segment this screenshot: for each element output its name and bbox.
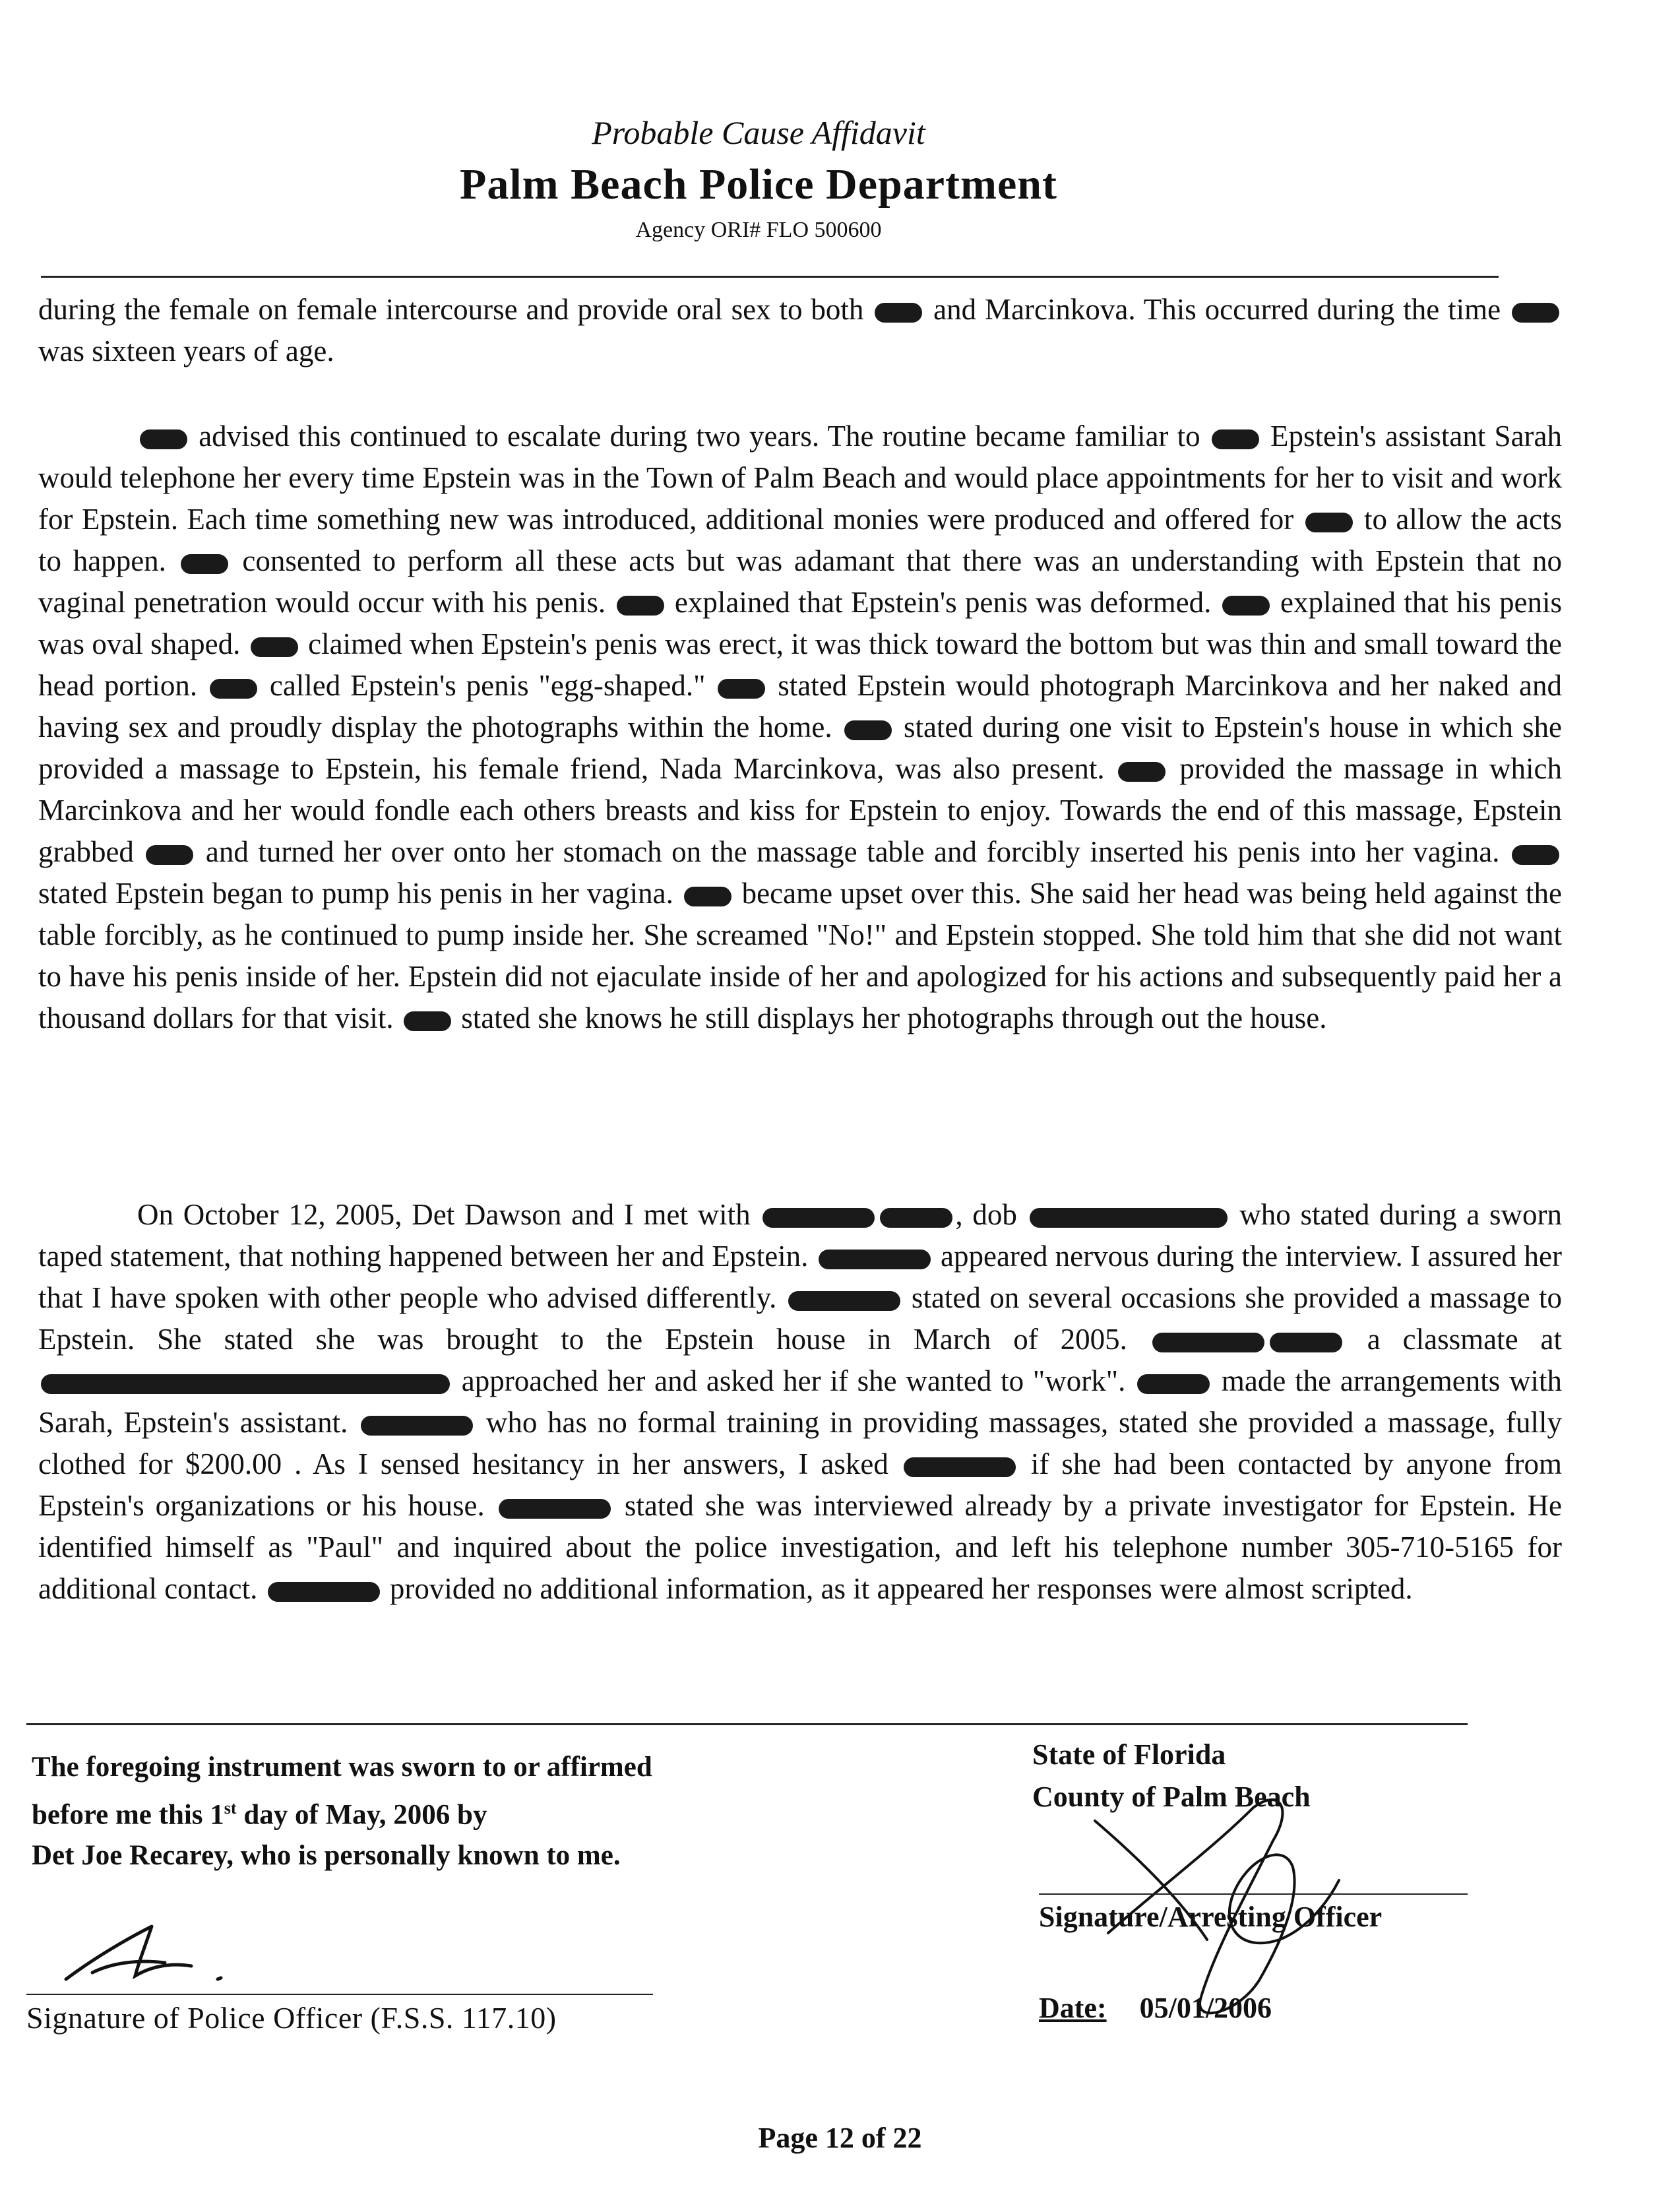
sworn-line-2-text-end: day of May, 2006 by: [236, 1799, 487, 1831]
text-run: explained that his penis was oval shaped.: [38, 586, 1563, 660]
redaction-mark: [140, 429, 187, 449]
redaction-mark: [404, 1011, 451, 1031]
document-title: Palm Beach Police Department: [460, 160, 1057, 208]
redaction-mark: [1212, 429, 1259, 449]
redaction-mark: [718, 679, 765, 699]
sworn-line-1: The foregoing instrument was sworn to or affirmed: [32, 1752, 652, 1783]
sworn-statement: [32, 1747, 823, 1876]
date-label: Date:: [1039, 1992, 1107, 2024]
text-run: consented to perform all these acts but was adamant that there was an understanding with Epstein that no vaginal penetration would occur with his penis.: [38, 544, 1563, 619]
police-officer-signature: [53, 1900, 264, 1999]
redaction-mark: [1137, 1374, 1210, 1394]
ordinal-suffix: st: [224, 1798, 237, 1818]
redaction-mark: [146, 845, 193, 865]
text-run: approached her and asked her if she wanted to "work".: [452, 1364, 1135, 1397]
agency-ori: Agency ORI# FLO 500600: [635, 218, 882, 242]
redaction-mark: [904, 1457, 1016, 1477]
text-run: was sixteen years of age.: [38, 334, 334, 367]
bottom-divider: [26, 1723, 1468, 1725]
text-run: On October 12, 2005, Det Dawson and I met with: [137, 1198, 761, 1231]
redaction-mark: [762, 1208, 875, 1228]
redaction-mark: [1512, 303, 1559, 323]
text-run: to allow the acts to happen.: [38, 503, 1562, 577]
text-run: stated on several occasions she provided a massage to Epstein. She stated she was brought to the Epstein house in March of 2005.: [38, 1281, 1562, 1356]
redaction-mark: [1152, 1333, 1264, 1352]
redaction-mark: [875, 303, 922, 323]
text-run: stated she was interviewed already by a private investigator for Epstein. He identified himself as "Paul" and inquired about the police investigation, and left his telephone number 305-710-5165 for additional contact.: [38, 1489, 1563, 1605]
redaction-mark: [788, 1291, 900, 1311]
text-run: provided no additional information, as it appeared her responses were almost scripted.: [382, 1572, 1413, 1605]
text-run: a classmate at: [1344, 1323, 1562, 1356]
text-run: became upset over this. She said her head was being held against the table forcibly, as he continued to pump inside her. She screamed "No!" and Epstein stopped. She told him that she did not want to have his penis inside of her. Epstein did not ejaculate inside of her and apologized for his actions and subsequently paid her a thousand dollars for that visit.: [38, 877, 1562, 1034]
text-run: explained that Epstein's penis was deformed.: [666, 586, 1220, 619]
redaction-mark: [499, 1499, 611, 1519]
text-run: called Epstein's penis "egg-shaped.": [259, 669, 716, 702]
redaction-mark: [1512, 845, 1559, 865]
text-run: stated Epstein would photograph Marcinkova and her naked and having sex and proudly display the photographs within the home.: [38, 669, 1562, 744]
redaction-mark: [41, 1374, 450, 1394]
redaction-mark: [880, 1208, 952, 1228]
redaction-mark: [1118, 762, 1166, 782]
county-label: County of Palm Beach: [1032, 1781, 1311, 1813]
text-run: if she had been contacted by anyone from Epstein's organizations or his house.: [38, 1447, 1562, 1522]
text-run: who stated during a sworn taped statement, that nothing happened between her and Epstein.: [38, 1198, 1563, 1273]
redaction-mark: [181, 554, 228, 574]
redaction-mark: [268, 1582, 380, 1602]
paragraph-3: [38, 1194, 1562, 1610]
text-run: claimed when Epstein's penis was erect, it was thick toward the bottom but was thin and small toward the head portion.: [38, 627, 1562, 702]
text-run: stated Epstein began to pump his penis in her vagina.: [38, 877, 681, 910]
sworn-line-2: [32, 1788, 823, 1835]
text-run: advised this continued to escalate during two years. The routine became familiar to: [190, 420, 1209, 453]
redaction-mark: [1270, 1333, 1342, 1352]
text-run: and Marcinkova. This occurred during the time: [925, 293, 1510, 326]
redaction-mark: [1222, 596, 1270, 616]
state-label: State of Florida: [1032, 1738, 1226, 1771]
sworn-line-3: Det Joe Recarey, who is personally known to me.: [32, 1840, 621, 1872]
text-run: made the arrangements with Sarah, Epstein's assistant.: [38, 1364, 1562, 1439]
text-run: provided the massage in which Marcinkova and her would fondle each others breasts and kiss for Epstein to enjoy. Towards the end of this massage, Epstein grabbed: [38, 752, 1562, 868]
police-officer-signature-line: [26, 1994, 653, 1995]
redaction-mark: [1030, 1208, 1228, 1228]
paragraph-1: [38, 289, 1562, 372]
text-run: stated she knows he still displays her photographs through out the house.: [453, 1001, 1327, 1034]
redaction-mark: [684, 887, 731, 906]
police-officer-signature-label: Signature of Police Officer (F.S.S. 117.10): [26, 2001, 557, 2035]
redaction-mark: [251, 637, 298, 657]
redaction-mark: [819, 1250, 931, 1269]
sworn-line-2-text: before me this 1: [32, 1799, 224, 1831]
redaction-mark: [844, 720, 892, 740]
date-value: 05/01/2006: [1139, 1992, 1272, 2024]
redaction-mark: [210, 679, 257, 699]
text-run: and turned her over onto her stomach on the massage table and forcibly inserted his penis into her vagina.: [196, 835, 1510, 868]
text-run: during the female on female intercourse and provide oral sex to both: [38, 293, 873, 326]
redaction-mark: [617, 596, 664, 616]
document-subtitle: Probable Cause Affidavit: [592, 114, 925, 151]
redaction-mark: [361, 1416, 473, 1436]
signature-date: [1039, 1991, 1272, 2025]
text-run: appeared nervous during the interview. I assured her that I have spoken with other people who advised differently.: [38, 1240, 1562, 1314]
text-run: , dob: [955, 1198, 1027, 1231]
text-run: stated during one visit to Epstein's house in which she provided a massage to Epstein, his female friend, Nada Marcinkova, was also present.: [38, 711, 1562, 785]
text-run: who has no formal training in providing massages, stated she provided a massage, fully clothed for $200.00 . As I sensed hesitancy in her answers, I asked: [38, 1406, 1563, 1480]
redaction-mark: [1305, 513, 1353, 532]
text-run: Epstein's assistant Sarah would telephone her every time Epstein was in the Town of Palm Beach and would place appointments for her to visit and work for Epstein. Each time something new was introduced, additional monies were produced and offered for: [38, 420, 1562, 536]
page-number: Page 12 of 22: [758, 2122, 922, 2154]
top-divider: [41, 276, 1499, 278]
paragraph-2: [38, 416, 1562, 1039]
arresting-officer-signature-line: [1039, 1893, 1468, 1895]
arresting-officer-label: Signature/Arresting Officer: [1039, 1901, 1383, 1933]
